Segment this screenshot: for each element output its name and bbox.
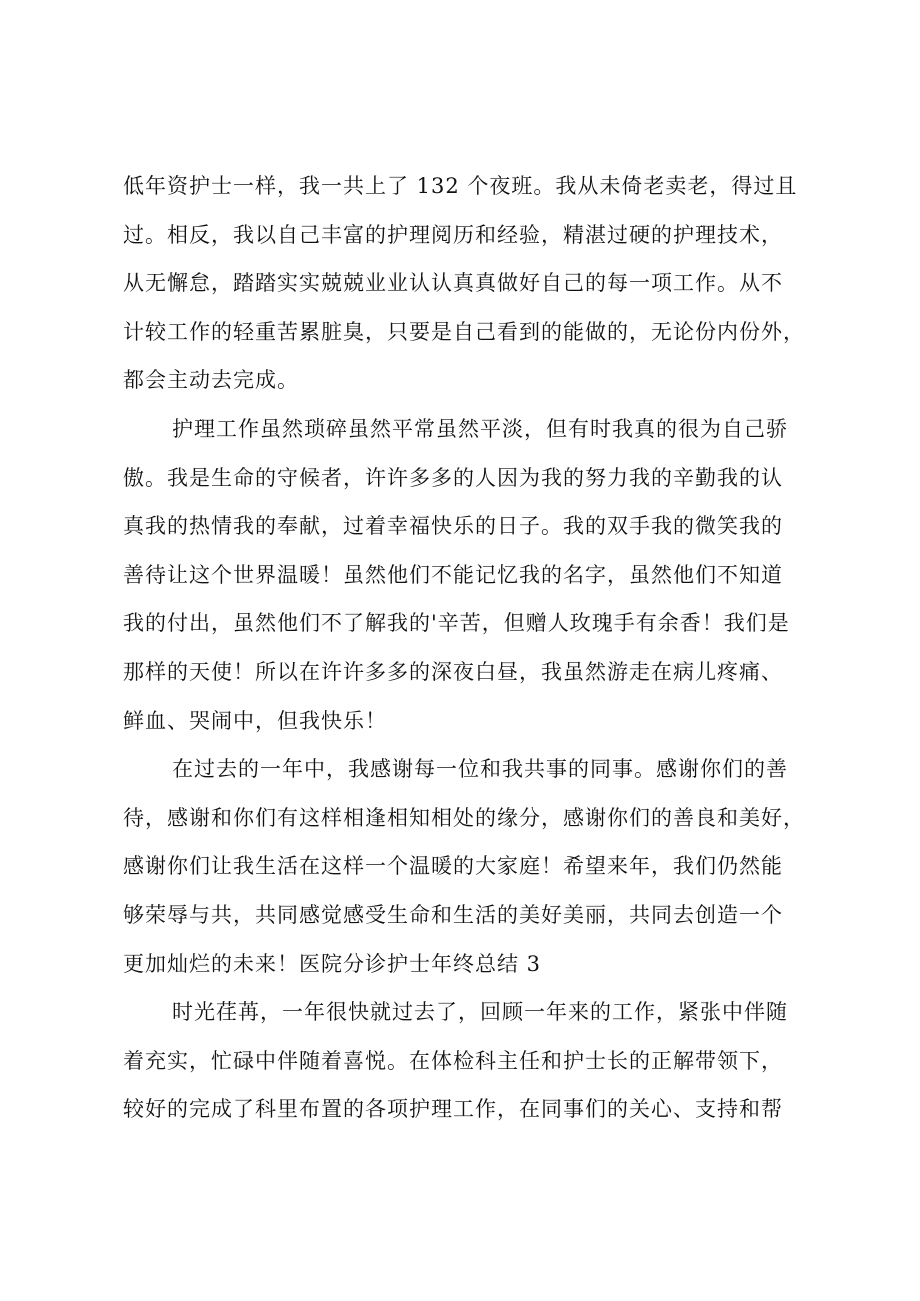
text-line: 都会主动去完成。 — [123, 368, 299, 393]
text-line: 更加灿烂的未来！医院分诊护士年终总结 3 — [123, 951, 542, 976]
paragraph-3 — [123, 745, 823, 988]
text-line: 计较工作的轻重苦累脏臭，只要是自己看到的能做的，无论份内份外， — [123, 319, 805, 344]
text-line: 感谢你们让我生活在这样一个温暖的大家庭！希望来年，我们仍然能 — [123, 854, 783, 879]
document-body — [123, 162, 823, 1134]
text-line: 傲。我是生命的守候者，许许多多的人因为我的努力我的辛勤我的认 — [123, 465, 783, 490]
text-line: 从无懈怠，踏踏实实兢兢业业认认真真做好自己的每一项工作。从不 — [123, 271, 783, 296]
paragraph-4 — [123, 988, 823, 1134]
text-line: 时光荏苒，一年很快就过去了，回顾一年来的工作，紧张中伴随 — [172, 1000, 788, 1025]
text-line: 真我的热情我的奉献，过着幸福快乐的日子。我的双手我的微笑我的 — [123, 514, 783, 539]
text-line: 着充实，忙碌中伴随着喜悦。在体检科主任和护士长的正解带领下， — [123, 1048, 783, 1073]
text-line: 我的付出，虽然他们不了解我的'辛苦，但赠人玫瑰手有余香！我们是 — [123, 611, 790, 636]
text-line: 护理工作虽然琐碎虽然平常虽然平淡，但有时我真的很为自己骄 — [172, 416, 788, 441]
paragraph-2 — [123, 405, 823, 745]
text-line: 较好的完成了科里布置的各项护理工作，在同事们的关心、支持和帮 — [123, 1097, 783, 1122]
text-line: 够荣辱与共，共同感觉感受生命和生活的美好美丽，共同去创造一个 — [123, 902, 783, 927]
text-line: 那样的天使！所以在许许多多的深夜白昼，我虽然游走在病儿疼痛、 — [123, 659, 783, 684]
text-line: 过。相反，我以自己丰富的护理阅历和经验，精湛过硬的护理技术， — [123, 222, 783, 247]
paragraph-1 — [123, 162, 823, 405]
text-line: 待，感谢和你们有这样相逢相知相处的缘分，感谢你们的善良和美好， — [123, 805, 805, 830]
text-line: 善待让这个世界温暖！虽然他们不能记忆我的名字，虽然他们不知道 — [123, 562, 783, 587]
text-line: 鲜血、哭闹中，但我快乐！ — [123, 708, 387, 733]
text-line: 在过去的一年中，我感谢每一位和我共事的同事。感谢你们的善 — [172, 757, 788, 782]
text-line: 低年资护士一样，我一共上了 132 个夜班。我从未倚老卖老，得过且 — [123, 174, 798, 198]
